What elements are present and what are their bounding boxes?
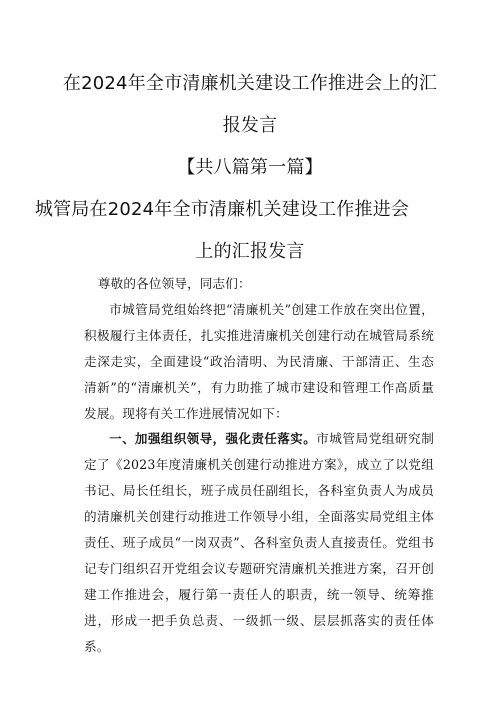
document-body [84, 271, 434, 660]
section-1-paragraph [84, 426, 434, 659]
series-label: 【共八篇第一篇】 [177, 157, 323, 178]
section-1-heading: 一、加强组织领导，强化责任落实。 [109, 431, 317, 447]
document-title-line-1: 在2024年全市清廉机关建设工作推进会上的汇 [62, 73, 438, 94]
salutation: 尊敬的各位领导，同志们： [97, 276, 251, 291]
document-title-line-2: 报发言 [222, 115, 278, 136]
subtitle-line-1: 城管局在2024年全市清廉机关建设工作推进会 [34, 199, 410, 220]
section-1-text: 市城管局党组研究制定了《2023年度清廉机关创建行动推进方案》，成立了以党组书记、局长任组长，班子成员任副组长，各科室负责人为成员的清廉机关创建行动推进工作领导小组，全面落实局党组主体责任、班子成员“一岗双责”、各科室负责人直接责任。党组书记专门组织召开党组会议专题研究清廉机关推进方案，召开创建工作推进会，履行第一责任人的职责，统一领导、统筹推进，形成一把手负总责、一级抓一级、层层抓落实的责任体系。 [84, 431, 434, 654]
intro-paragraph: 市城管局党组始终把“清廉机关”创建工作放在突出位置，积极履行主体责任，扎实推进清廉机关创建行动在城管局系统走深走实，全面建设“政治清明、为民清廉、干部清正、生态清新”的“清廉机关”，有力助推了城市建设和管理工作高质量发展。现将有关工作进展情况如下： [84, 301, 434, 421]
subtitle-line-2: 上的汇报发言 [195, 241, 305, 262]
